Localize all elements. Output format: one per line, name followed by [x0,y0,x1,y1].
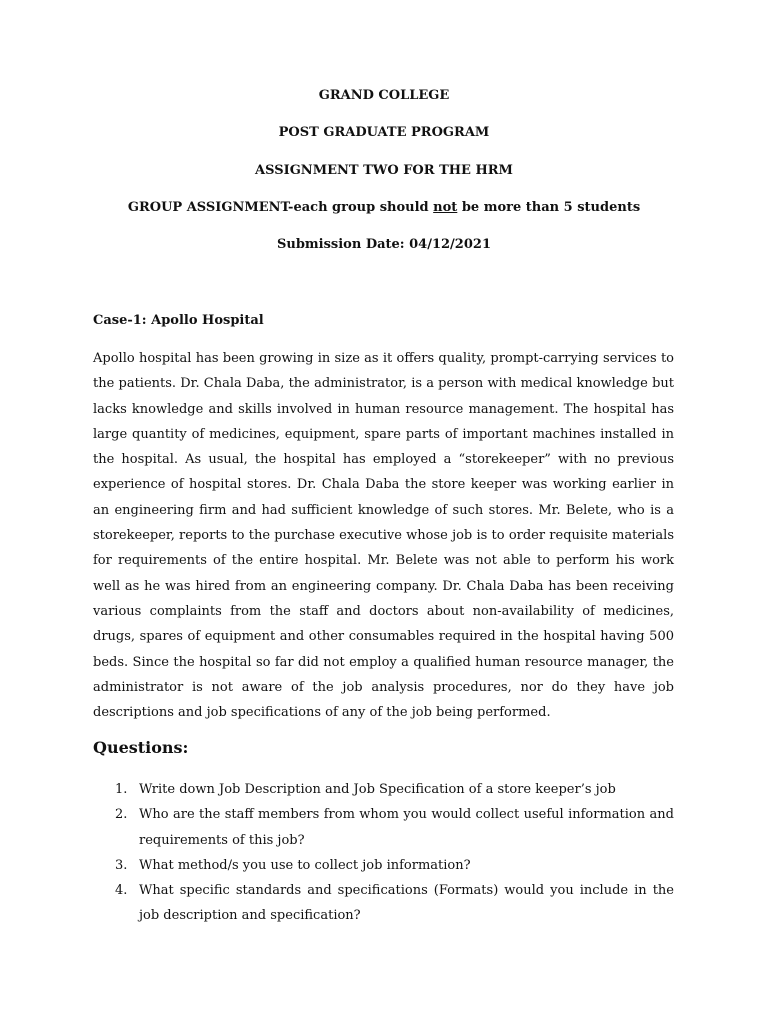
group-note-pre: GROUP ASSIGNMENT-each group should [127,200,434,215]
questions-heading: Questions: [93,738,189,757]
list-item-text: What method/s you use to collect job information? [139,857,471,873]
case-body: Apollo hospital has been growing in size as it offers quality, prompt-carrying services to the patients. Dr. Chala Daba, the administrator, is a person with medical knowledge but lacks knowledge and skills involved in human resource management. The hospital has large quantity of medicines, equipment, spare parts of important machines installed in the hospital. As usual, the hospital has employed a “storekeeper” with no previous experience of hospital stores. Dr. Chala Daba the store keeper was working earlier in an engineering firm and had sufficient knowledge of such stores. Mr. Belete, who is a storekeeper, reports to the purchase executive whose job is to order requisite materials for requirements of the entire hospital. Mr. Belete was not able to perform his work well as he was hired from an engineering company. Dr. Chala Daba has been receiving various complaints from the staff and doctors about non-availability of medicines, drugs, spares of equipment and other consumables required in the hospital having 500 beds. Since the hospital so far did not employ a qualified human resource manager, the administrator is not aware of the job analysis procedures, nor do they have job descriptions and job specifications of any of the job being performed. [93,351,674,721]
list-item-text: What specific standards and specifications (Formats) would you include in the job description and specification? [139,883,674,924]
list-item-number: 4. [115,883,128,899]
list-item-number: 2. [115,807,128,823]
list-item-text: Write down Job Description and Job Specification of a store keeper’s job [139,782,616,797]
group-assignment-note [0,200,768,216]
group-note-emphasis: not [433,200,458,215]
list-item [93,878,674,929]
list-item-number: 3. [115,857,128,873]
questions-list [93,777,674,929]
case-title: Case-1: Apollo Hospital [93,313,264,328]
college-name: GRAND COLLEGE [318,88,450,103]
program-name: POST GRADUATE PROGRAM [278,125,490,140]
group-note-post: be more than 5 students [457,200,641,215]
list-item [93,853,674,878]
list-item-text: Who are the staff members from whom you would collect useful information and requirements of this job? [139,807,674,848]
list-item [93,777,674,802]
assignment-title: ASSIGNMENT TWO FOR THE HRM [255,163,513,178]
submission-date: Submission Date: 04/12/2021 [276,237,491,252]
list-item-number: 1. [115,782,128,797]
list-item [93,802,674,853]
